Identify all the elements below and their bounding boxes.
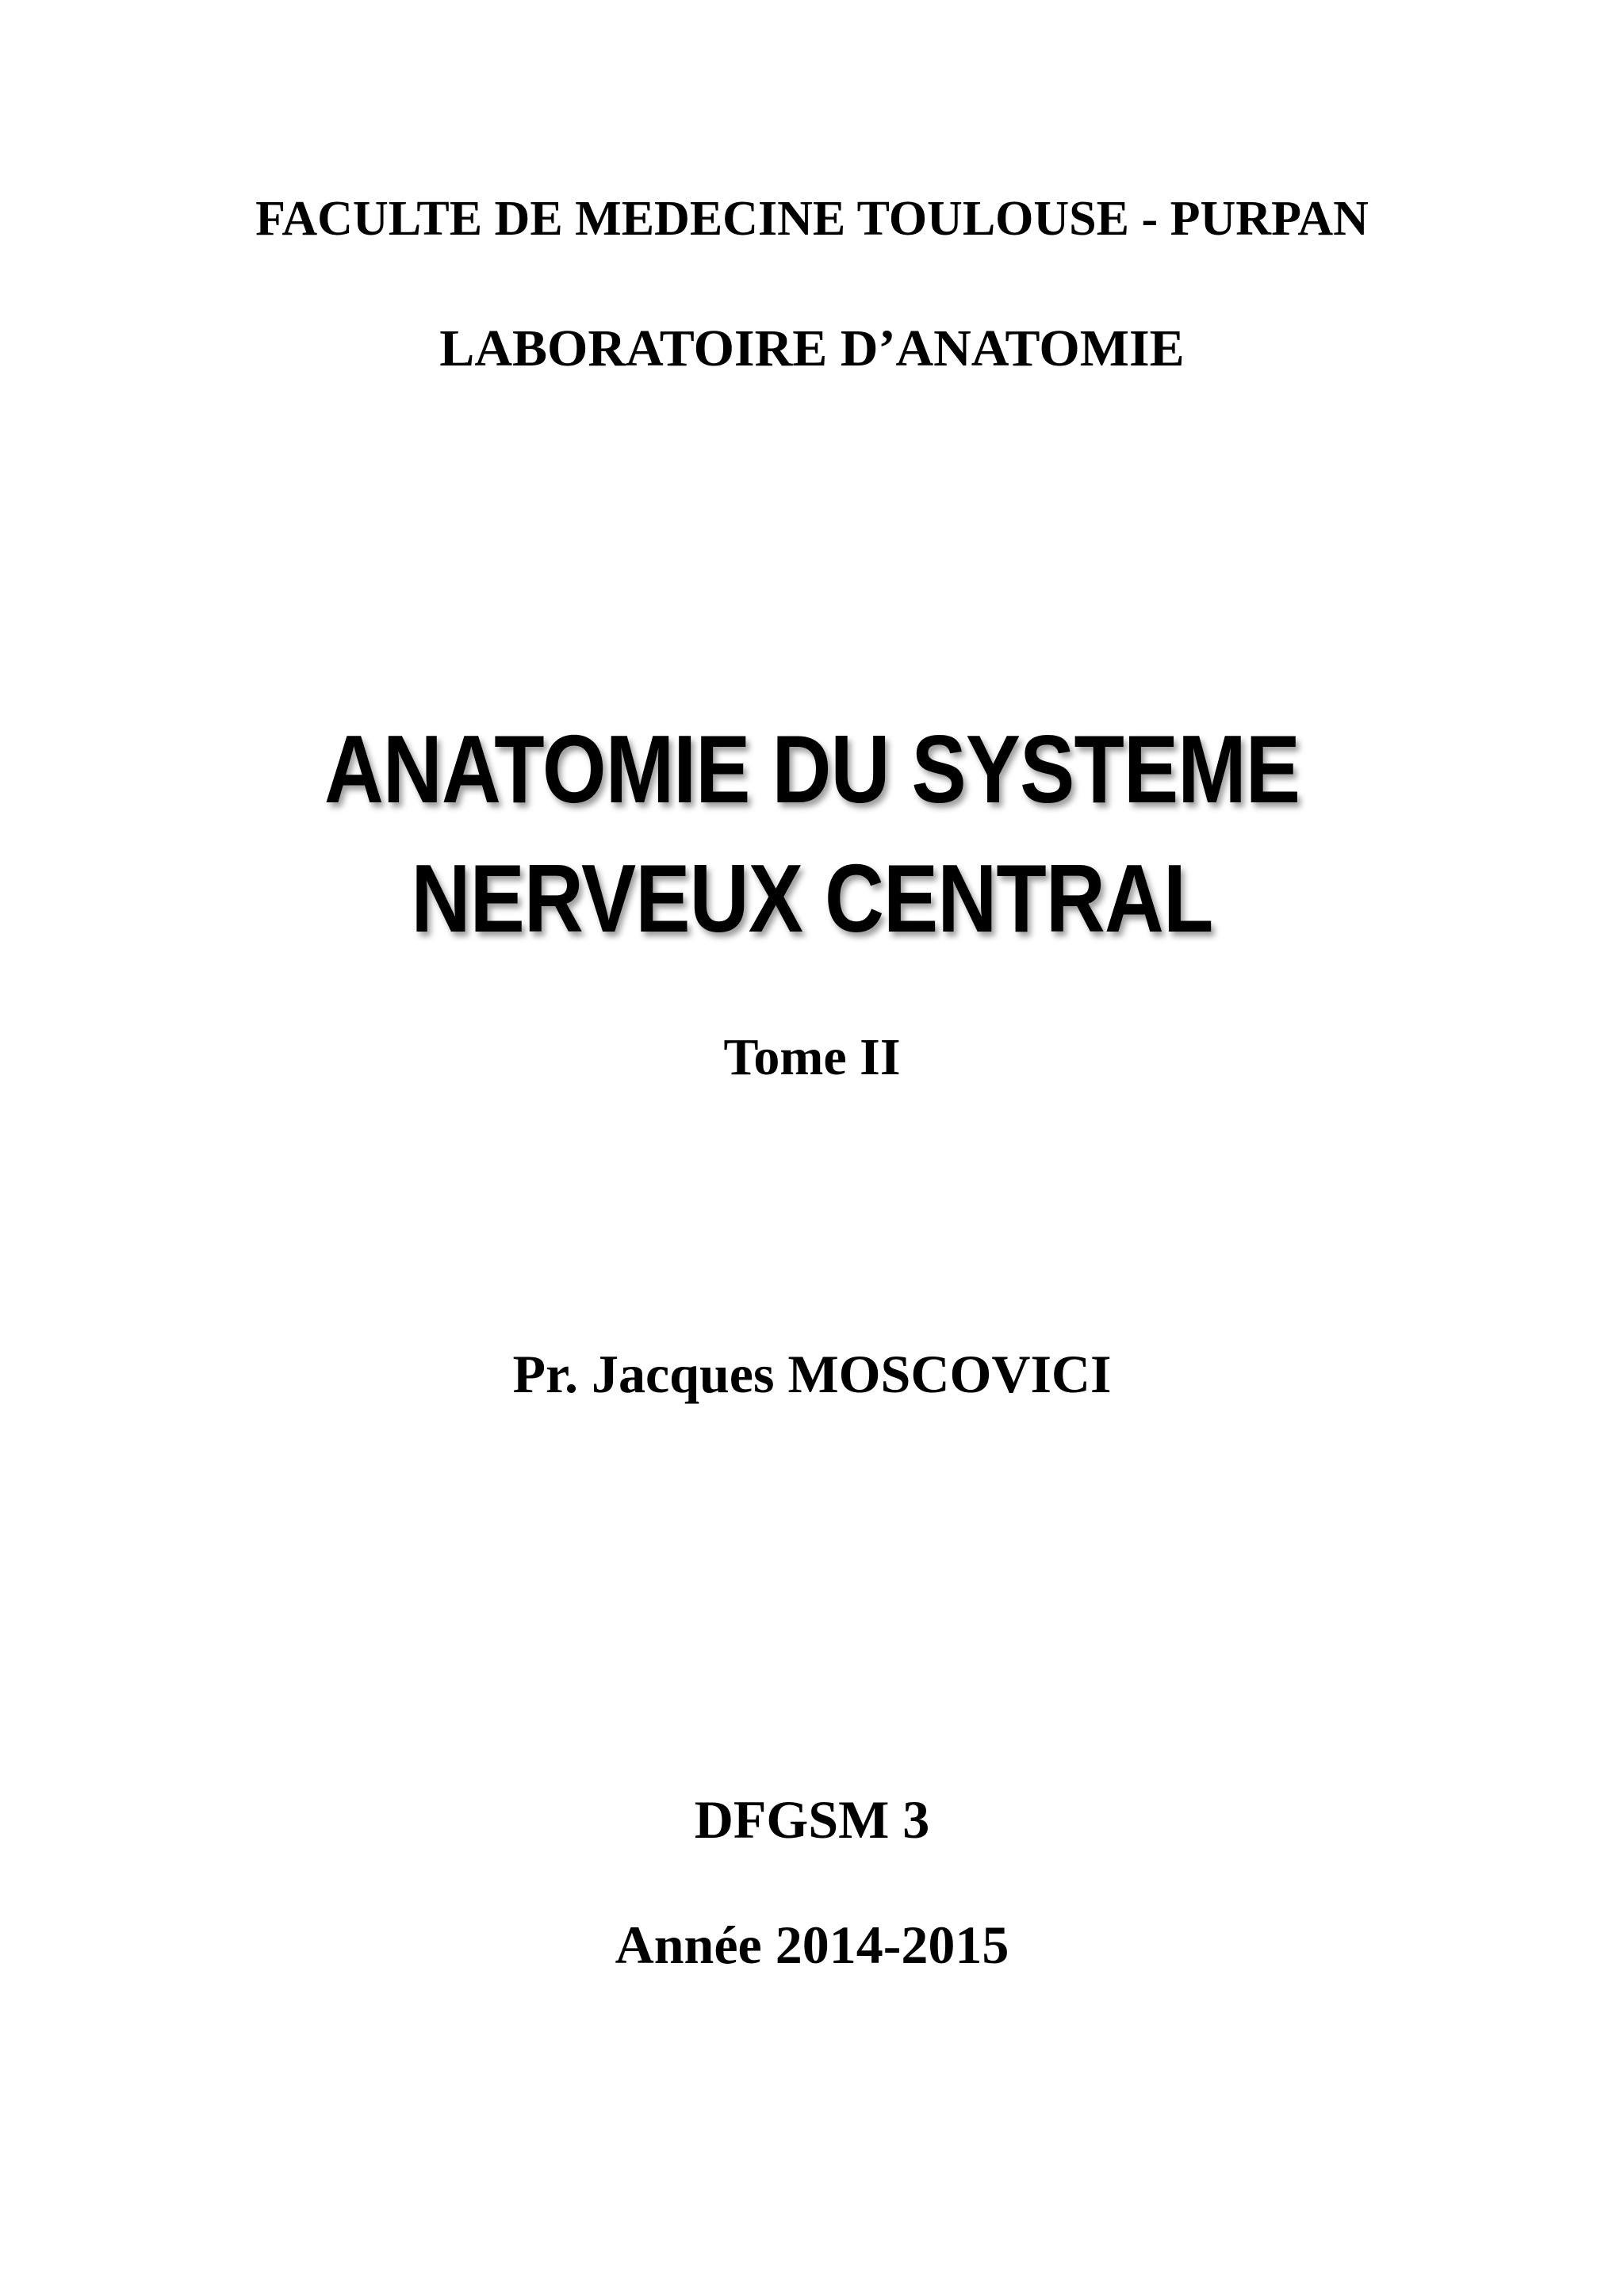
document-title-line-2: NERVEUX CENTRAL (411, 844, 1213, 952)
author-name: Pr. Jacques MOSCOVICI (512, 1344, 1112, 1404)
document-title-line-1: ANATOMIE DU SYSTEME (324, 715, 1300, 823)
faculty-name: FACULTE DE MEDECINE TOULOUSE - PURPAN (255, 192, 1369, 246)
program-label: DFGSM 3 (694, 1789, 930, 1850)
academic-year: Année 2014-2015 (615, 1915, 1009, 1975)
volume-label: Tome II (723, 1028, 901, 1086)
laboratory-name: LABORATOIRE D’ANATOMIE (439, 320, 1185, 377)
